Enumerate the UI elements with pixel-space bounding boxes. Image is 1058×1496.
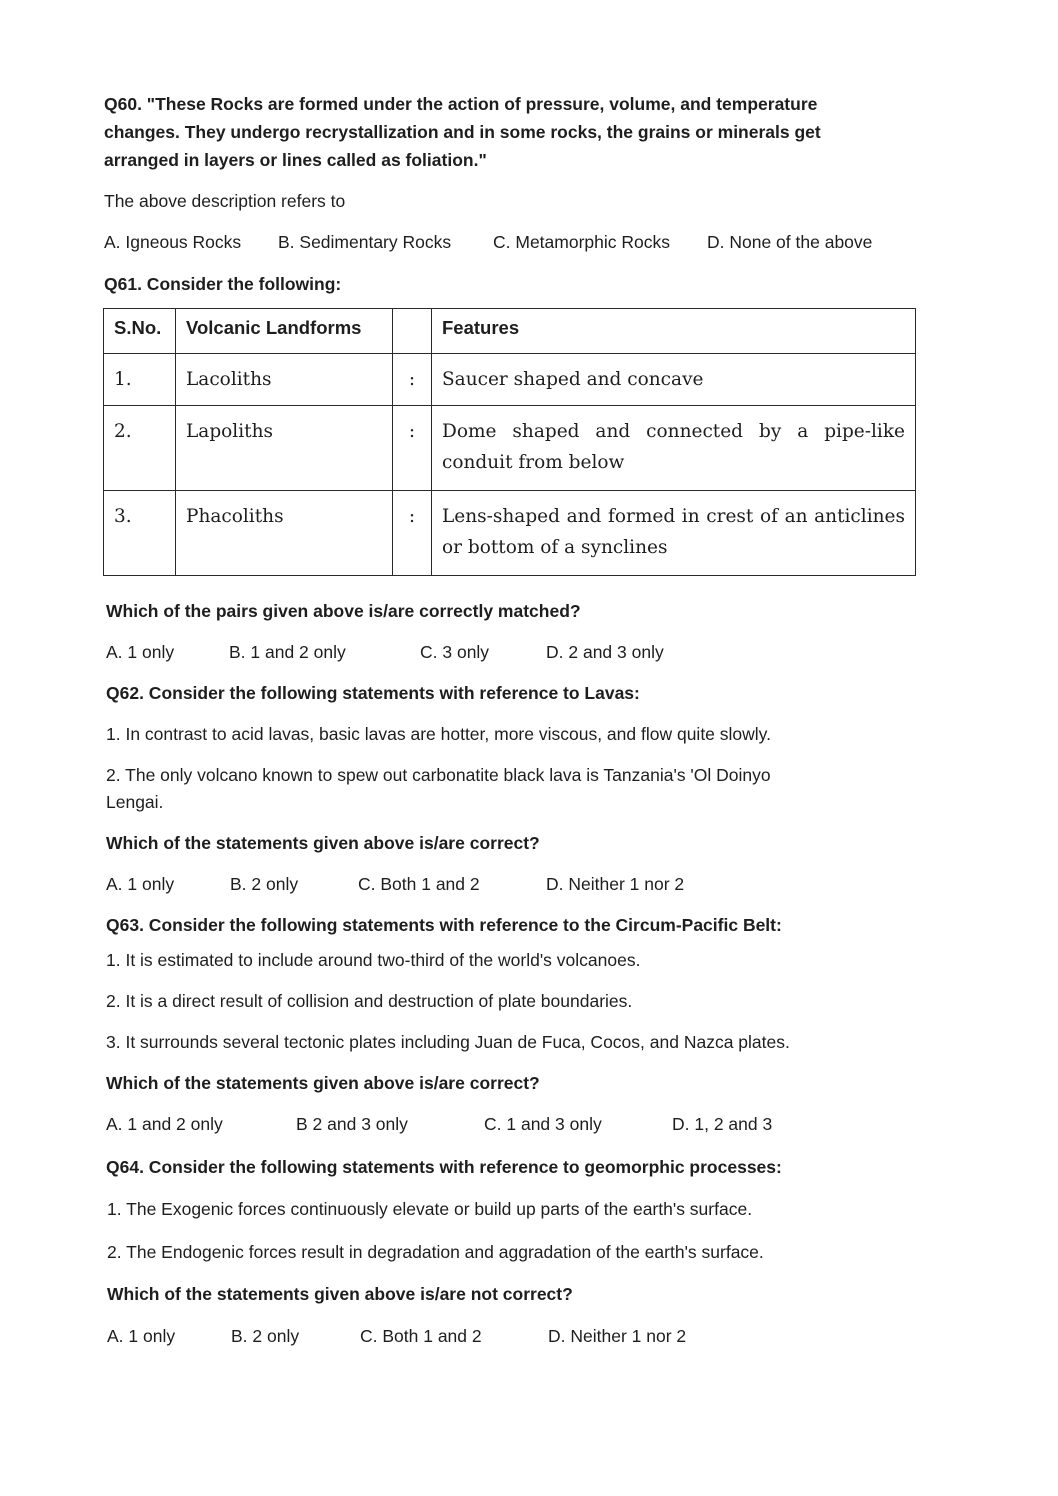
table-row bbox=[104, 354, 916, 406]
q64-title: Q64. Consider the following statements with reference to geomorphic processes: bbox=[106, 1157, 782, 1177]
q62-option-c: C. Both 1 and 2 bbox=[358, 874, 480, 894]
q62-statement-2-cont: Lengai. bbox=[106, 792, 164, 812]
row-sno: 2. bbox=[104, 406, 176, 491]
q60-text-line-1: Q60. "These Rocks are formed under the action of pressure, volume, and temperature bbox=[104, 94, 818, 114]
table-row bbox=[104, 491, 916, 576]
table-row bbox=[104, 406, 916, 491]
q64-options bbox=[107, 1326, 807, 1350]
q63-options bbox=[106, 1114, 856, 1138]
q64-statement-2: 2. The Endogenic forces result in degradation and aggradation of the earth's surface. bbox=[107, 1242, 764, 1262]
header-features: Features bbox=[432, 309, 916, 354]
header-separator bbox=[393, 309, 432, 354]
q63-option-d: D. 1, 2 and 3 bbox=[672, 1114, 773, 1134]
table-header-row bbox=[104, 309, 916, 354]
q60-options bbox=[104, 232, 904, 256]
row-feature: Lens-shaped and formed in crest of an anticlines or bottom of a synclines bbox=[432, 491, 916, 576]
q64-prompt: Which of the statements given above is/are not correct? bbox=[107, 1284, 573, 1304]
q63-option-a: A. 1 and 2 only bbox=[106, 1114, 223, 1134]
q60-option-c: C. Metamorphic Rocks bbox=[493, 232, 670, 252]
q63-option-b: B 2 and 3 only bbox=[296, 1114, 408, 1134]
q63-title: Q63. Consider the following statements with reference to the Circum-Pacific Belt: bbox=[106, 915, 782, 935]
q61-options bbox=[106, 642, 806, 666]
q60-option-a: A. Igneous Rocks bbox=[104, 232, 242, 252]
q60-option-d: D. None of the above bbox=[707, 232, 873, 252]
row-feature: Saucer shaped and concave bbox=[432, 354, 916, 406]
header-landforms: Volcanic Landforms bbox=[176, 309, 393, 354]
q62-prompt: Which of the statements given above is/are correct? bbox=[106, 833, 540, 853]
q63-prompt: Which of the statements given above is/are correct? bbox=[106, 1073, 540, 1093]
q60-text-line-3: arranged in layers or lines called as foliation." bbox=[104, 150, 487, 170]
row-landform: Lapoliths bbox=[176, 406, 393, 491]
q60-option-b: B. Sedimentary Rocks bbox=[278, 232, 452, 252]
q60-text-line-2: changes. They undergo recrystallization and in some rocks, the grains or minerals get bbox=[104, 122, 821, 142]
q62-options bbox=[106, 874, 806, 898]
header-sno: S.No. bbox=[104, 309, 176, 354]
q62-option-a: A. 1 only bbox=[106, 874, 175, 894]
row-separator: : bbox=[393, 354, 432, 406]
row-landform: Lacoliths bbox=[176, 354, 393, 406]
q63-statement-2: 2. It is a direct result of collision and destruction of plate boundaries. bbox=[106, 991, 633, 1011]
row-sno: 1. bbox=[104, 354, 176, 406]
volcanic-landforms-table bbox=[103, 308, 916, 576]
q64-option-b: B. 2 only bbox=[231, 1326, 300, 1346]
row-landform: Phacoliths bbox=[176, 491, 393, 576]
q63-statement-3: 3. It surrounds several tectonic plates including Juan de Fuca, Cocos, and Nazca plates. bbox=[106, 1032, 790, 1052]
row-sno: 3. bbox=[104, 491, 176, 576]
q62-title: Q62. Consider the following statements with reference to Lavas: bbox=[106, 683, 640, 703]
q61-title: Q61. Consider the following: bbox=[104, 274, 342, 294]
q60-prompt: The above description refers to bbox=[104, 191, 346, 211]
q63-option-c: C. 1 and 3 only bbox=[484, 1114, 602, 1134]
q62-statement-1: 1. In contrast to acid lavas, basic lavas are hotter, more viscous, and flow quite slowly. bbox=[106, 724, 771, 744]
q64-option-a: A. 1 only bbox=[107, 1326, 176, 1346]
q64-option-d: D. Neither 1 nor 2 bbox=[548, 1326, 687, 1346]
row-feature: Dome shaped and connected by a pipe-like conduit from below bbox=[432, 406, 916, 491]
q61-option-b: B. 1 and 2 only bbox=[229, 642, 346, 662]
row-separator: : bbox=[393, 491, 432, 576]
q61-prompt: Which of the pairs given above is/are correctly matched? bbox=[106, 601, 581, 621]
q61-option-a: A. 1 only bbox=[106, 642, 175, 662]
q61-option-d: D. 2 and 3 only bbox=[546, 642, 664, 662]
q62-option-d: D. Neither 1 nor 2 bbox=[546, 874, 685, 894]
q64-option-c: C. Both 1 and 2 bbox=[360, 1326, 482, 1346]
q62-option-b: B. 2 only bbox=[230, 874, 299, 894]
q64-statement-1: 1. The Exogenic forces continuously elevate or build up parts of the earth's surface. bbox=[107, 1199, 753, 1219]
q62-statement-2: 2. The only volcano known to spew out carbonatite black lava is Tanzania's 'Ol Doinyo bbox=[106, 765, 771, 785]
q61-option-c: C. 3 only bbox=[420, 642, 490, 662]
q63-statement-1: 1. It is estimated to include around two-third of the world's volcanoes. bbox=[106, 950, 641, 970]
row-separator: : bbox=[393, 406, 432, 491]
